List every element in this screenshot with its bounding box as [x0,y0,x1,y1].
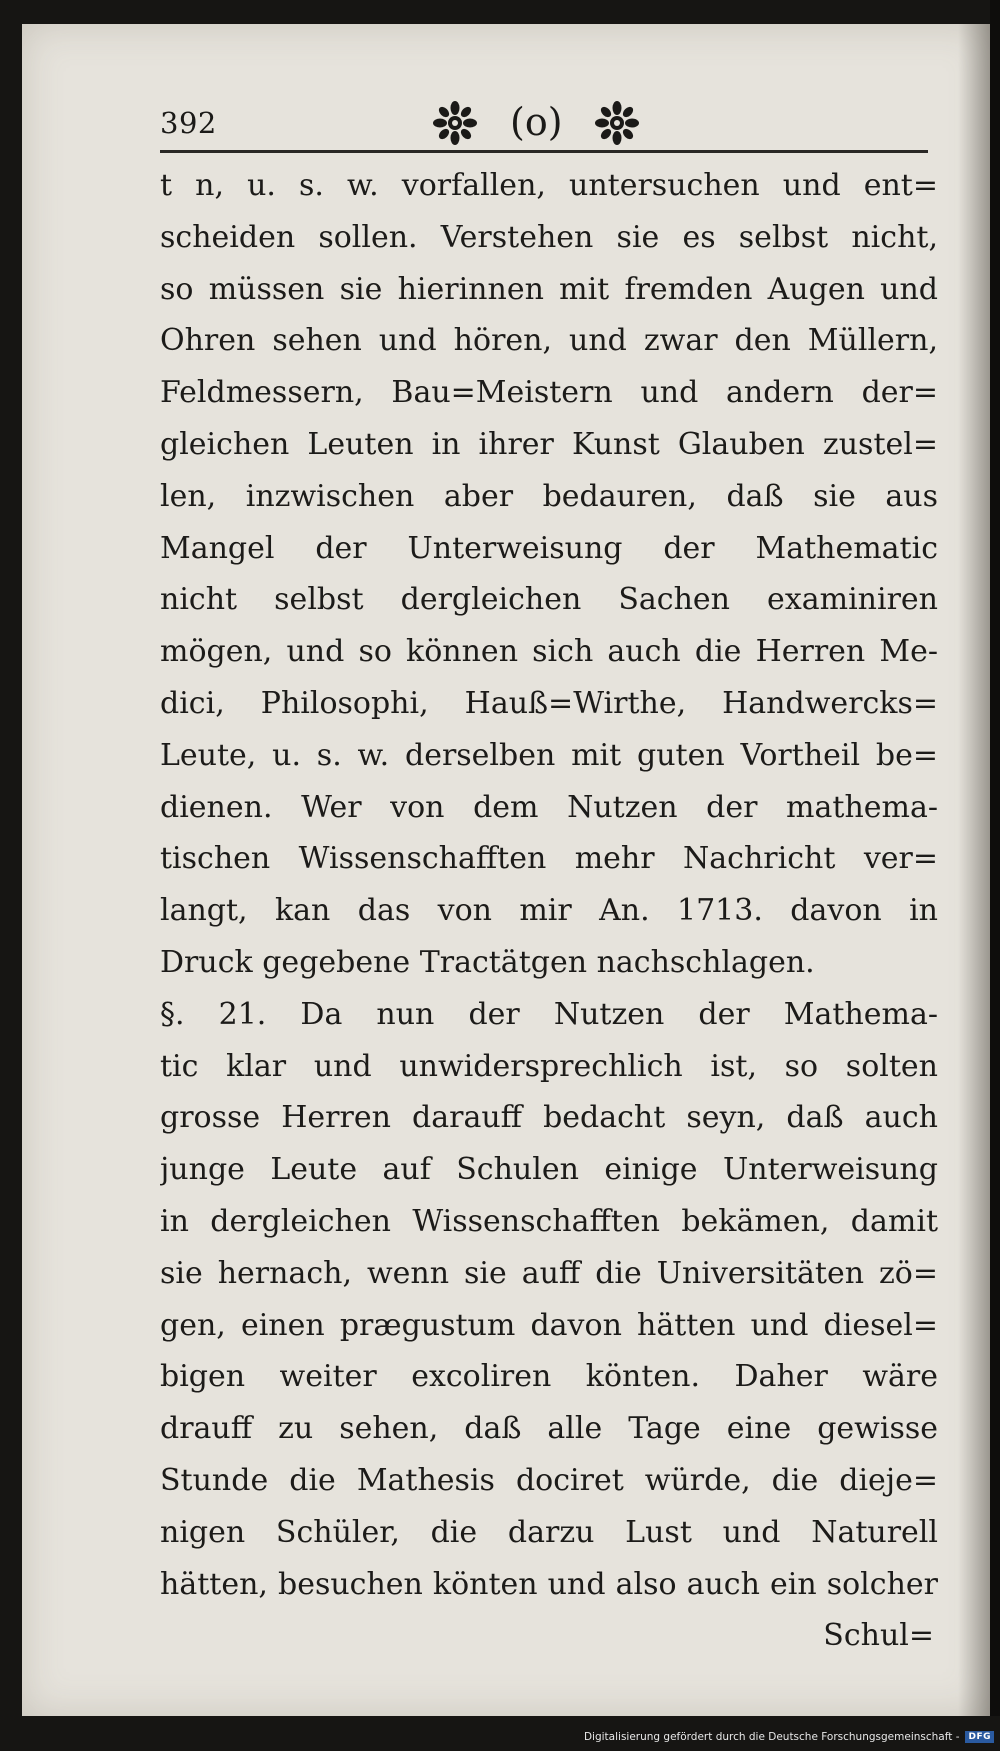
text-line: so müssen sie hierinnen mit fremden Augen und [160,271,938,307]
text-line: gleichen Leuten in ihrer Kunst Glauben zustel= [160,426,938,462]
text-line: dici, Philosophi, Hauß=Wirthe, Handwercks= [160,685,938,721]
text-line: Feldmessern, Bau=Meistern und andern der= [160,375,938,411]
digitization-footer [584,1731,994,1743]
header-rule [160,150,928,153]
text-line: sie hernach, wenn sie auff die Universitäten zö= [160,1255,938,1291]
text-line: scheiden sollen. Verstehen sie es selbst nicht, [160,219,938,255]
page-number: 392 [160,106,217,140]
text-line: nicht selbst dergleichen Sachen examiniren [160,582,938,618]
page-edge-shadow [990,0,1000,1716]
body-text [160,160,938,1662]
text-line: Stunde die Mathesis dociret würde, die dieje= [160,1462,938,1498]
text-line: gen, einen prægustum davon hätten und diesel= [160,1307,938,1343]
text-line: tischen Wissenschafften mehr Nachricht ver= [160,841,938,877]
text-line: len, inzwischen aber bedauren, daß sie aus [160,478,938,514]
signature-mark: (o) [510,100,563,144]
catchword: Schul= [823,1618,934,1654]
text-line: grosse Herren darauff bedacht seyn, daß auch [160,1100,938,1136]
text-line: bigen weiter excoliren könten. Daher wäre [160,1359,938,1395]
text-line: langt, kan das von mir An. 1713. davon in [160,893,938,929]
text-line: Leute, u. s. w. derselben mit guten Vortheil be= [160,737,938,773]
text-line: Ohren sehen und hören, und zwar den Müllern, [160,323,938,359]
text-line: dienen. Wer von dem Nutzen der mathema- [160,789,938,825]
footer-credit: Digitalisierung gefördert durch die Deutsche Forschungsgemeinschaft - [583,1731,960,1743]
text-line: nigen Schüler, die darzu Lust und Naturell [160,1514,938,1550]
text-line: Mangel der Unterweisung der Mathematic [160,530,938,566]
text-line: in dergleichen Wissenschafften bekämen, damit [160,1203,938,1239]
text-line: drauff zu sehen, daß alle Tage eine gewisse [160,1411,938,1447]
text-line: §. 21. Da nun der Nutzen der Mathema- [160,996,938,1032]
page-header [160,88,930,148]
flower-ornament-icon [594,100,640,146]
text-line: junge Leute auf Schulen einige Unterweisung [160,1152,938,1188]
text-line: hätten, besuchen könten und also auch ein solcher [160,1566,938,1602]
text-line: mögen, und so können sich auch die Herren Me- [160,634,938,670]
text-line: tic klar und unwidersprechlich ist, so solten [160,1048,938,1084]
text-line: t n, u. s. w. vorfallen, untersuchen und ent= [160,168,938,203]
flower-ornament-icon [432,100,478,146]
text-line: Druck gegebene Tractätgen nachschlagen. [160,944,815,980]
dfg-logo: DFG [965,1731,994,1743]
